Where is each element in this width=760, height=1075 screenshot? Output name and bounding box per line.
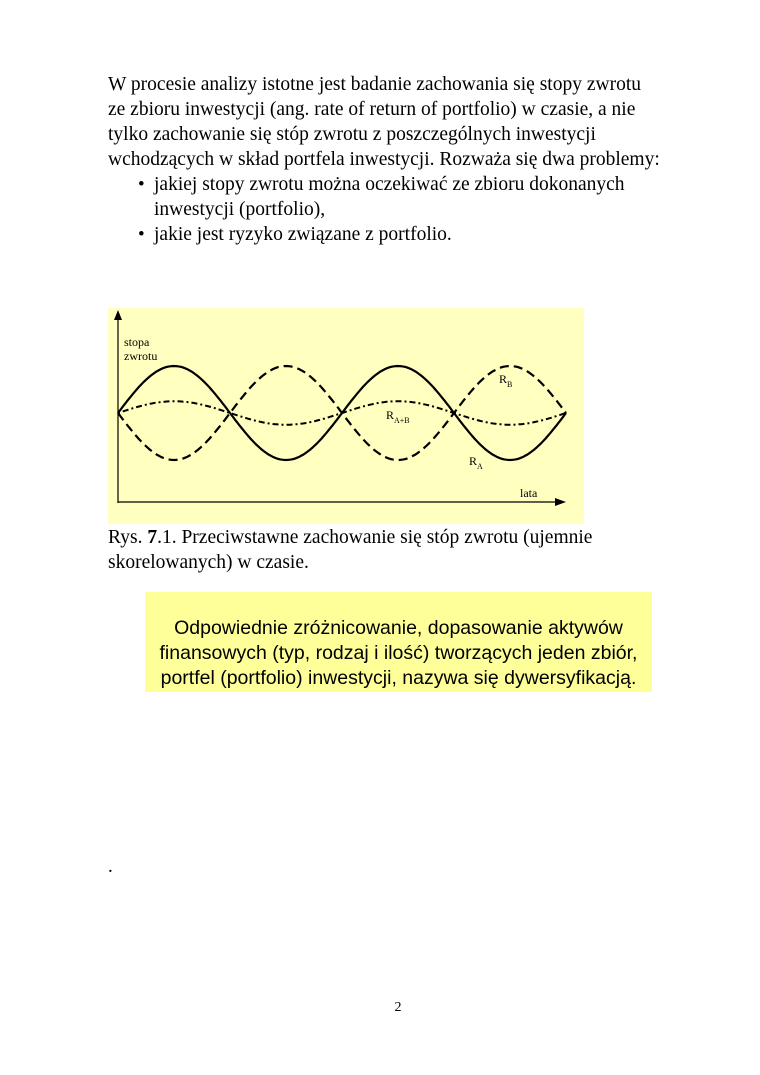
- series-rab-line: [118, 401, 566, 425]
- series-rb-label-sub: B: [507, 380, 513, 389]
- returns-chart: [108, 308, 584, 524]
- bullet-icon: •: [138, 224, 145, 245]
- caption-prefix: Rys.: [108, 527, 148, 548]
- series-ra-label-main: R: [469, 454, 478, 468]
- stray-dot: .: [108, 856, 113, 877]
- list-item: [108, 172, 708, 222]
- series-ra-label-sub: A: [477, 462, 483, 471]
- intro-paragraph: [108, 72, 708, 247]
- bullet-1-line-1: jakiej stopy zwrotu można oczekiwać ze zbioru dokonanych: [154, 174, 625, 195]
- intro-line-3: tylko zachowanie się stóp zwrotu z poszczególnych inwestycji: [108, 124, 596, 145]
- series-rab-label: [386, 408, 410, 425]
- intro-line-4: wchodzących w skład portfela inwestycji. Rozważa się dwa problemy:: [108, 149, 660, 170]
- diversification-note: [145, 592, 652, 692]
- caption-number: 7: [147, 527, 158, 548]
- note-line-2: finansowych (typ, rodzaj i ilość) tworzących jeden zbiór,: [159, 642, 638, 664]
- figure-caption: [108, 525, 668, 575]
- chart-canvas: [108, 308, 584, 524]
- bullet-1-line-2: inwestycji (portfolio),: [154, 199, 326, 220]
- caption-line-2: skorelowanych) w czasie.: [108, 552, 309, 573]
- bullet-icon: •: [138, 174, 145, 195]
- x-axis-label: lata: [520, 486, 538, 500]
- intro-line-1: W procesie analizy istotne jest badanie zachowania się stopy zwrotu: [108, 74, 641, 95]
- series-ra-label: [469, 454, 483, 471]
- note-line-3: portfel (portfolio) inwestycji, nazywa się dywersyfikacją.: [160, 667, 637, 689]
- y-axis-label-line-2: zwrotu: [124, 349, 158, 363]
- bullet-2-line-1: jakie jest ryzyko związane z portfolio.: [154, 224, 452, 245]
- list-item: [108, 222, 708, 247]
- y-axis-arrow-icon: [114, 310, 122, 320]
- caption-line-1: .1. Przeciwstawne zachowanie się stóp zwrotu (ujemnie: [157, 527, 593, 548]
- y-axis-label-line-1: stopa: [124, 335, 150, 349]
- x-axis-arrow-icon: [555, 498, 566, 506]
- series-rab-label-main: R: [386, 408, 395, 422]
- series-rb-label-main: R: [499, 372, 508, 386]
- note-line-1: Odpowiednie zróżnicowanie, dopasowanie aktywów: [174, 617, 623, 639]
- page-number: 2: [394, 1000, 402, 1015]
- problem-list: [108, 172, 708, 247]
- intro-line-2: ze zbioru inwestycji (ang. rate of return of portfolio) w czasie, a nie: [108, 99, 636, 120]
- series-rb-label: [499, 372, 512, 389]
- series-rab-label-sub: A+B: [394, 416, 410, 425]
